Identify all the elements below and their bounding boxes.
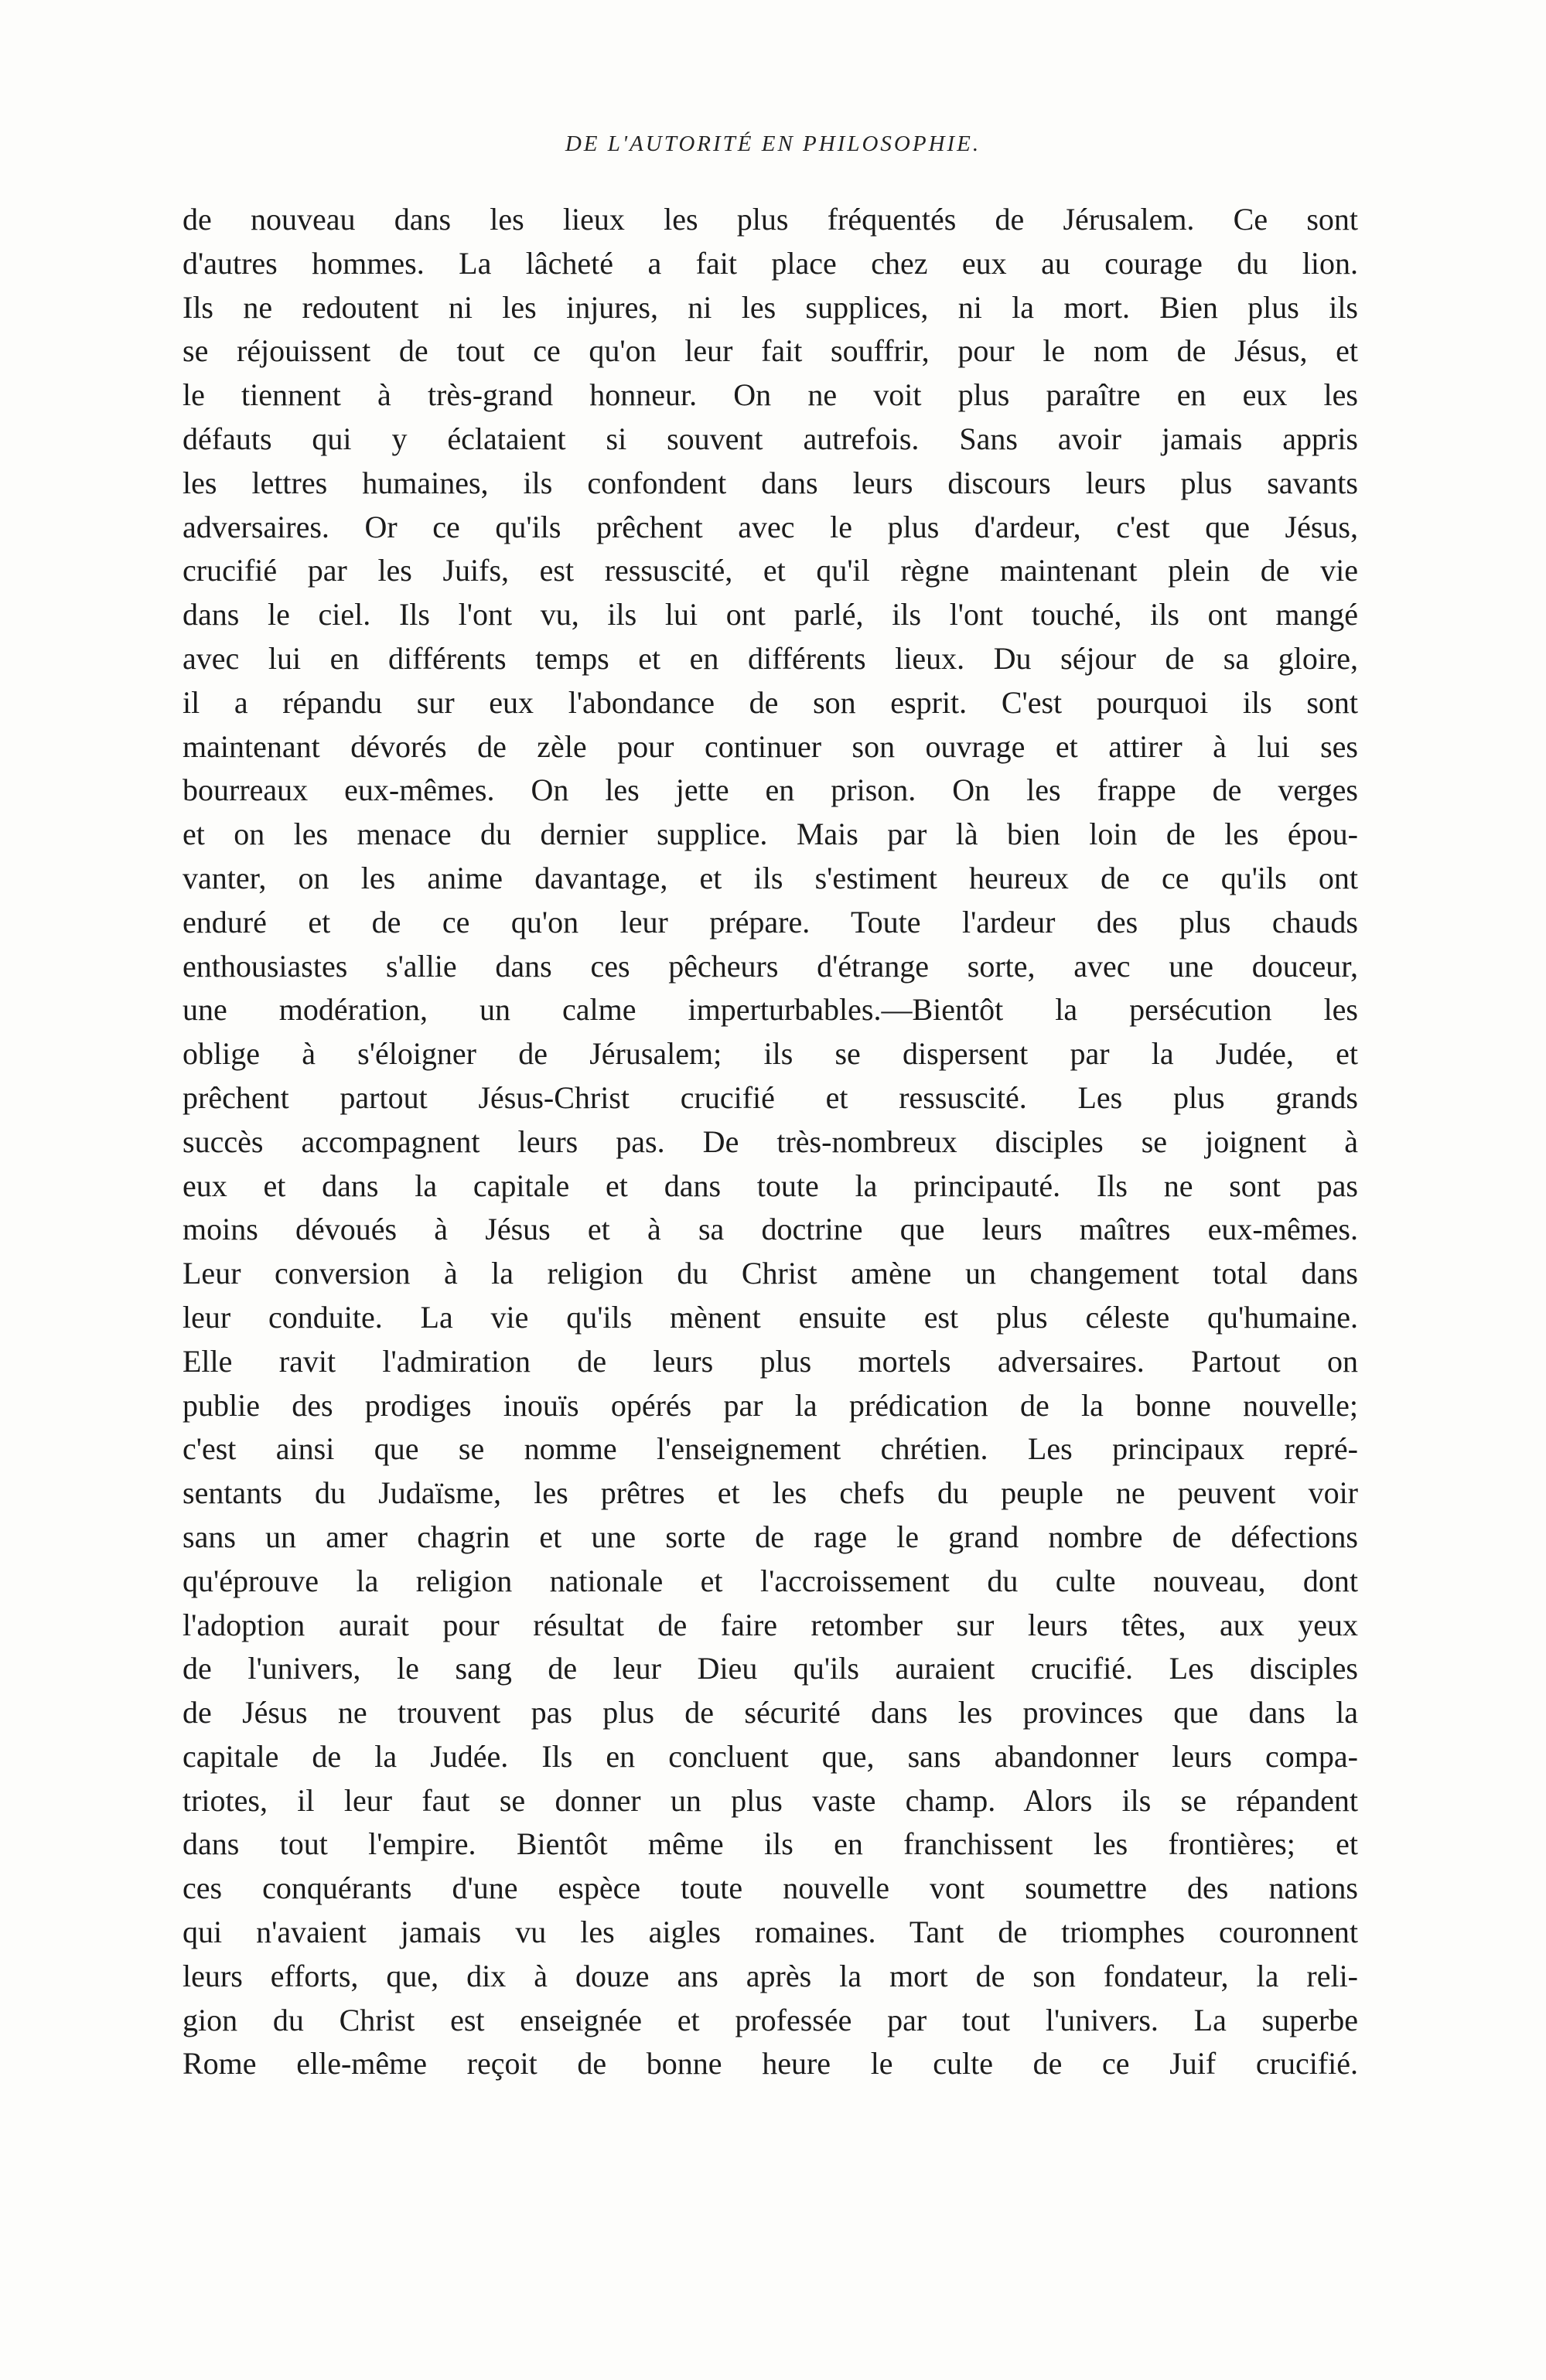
text-line: les lettres humaines, ils confondent dans leurs discours leurs plus savants <box>183 465 1358 500</box>
text-line: prêchent partout Jésus-Christ crucifié et ressuscité. Les plus grands <box>183 1079 1358 1115</box>
text-line: l'adoption aurait pour résultat de faire retomber sur leurs têtes, aux yeux <box>183 1607 1358 1642</box>
text-line: Ils ne redoutent ni les injures, ni les supplices, ni la mort. Bien plus ils <box>183 289 1358 325</box>
text-line: de nouveau dans les lieux les plus fréquentés de Jérusalem. Ce sont <box>183 202 1358 237</box>
text-line: il a répandu sur eux l'abondance de son esprit. C'est pourquoi ils sont <box>183 684 1358 720</box>
text-line: publie des prodiges inouïs opérés par la prédication de la bonne nouvelle; <box>183 1387 1358 1423</box>
text-line: capitale de la Judée. Ils en concluent que, sans abandonner leurs compa- <box>183 1738 1358 1774</box>
text-line: défauts qui y éclataient si souvent autrefois. Sans avoir jamais appris <box>183 421 1358 456</box>
text-line: Rome elle-même reçoit de bonne heure le culte de ce Juif crucifié. <box>183 2046 1358 2082</box>
text-line: se réjouissent de tout ce qu'on leur fait souffrir, pour le nom de Jésus, et <box>183 333 1358 369</box>
text-line: adversaires. Or ce qu'ils prêchent avec le plus d'ardeur, c'est que Jésus, <box>183 509 1358 544</box>
text-line: enduré et de ce qu'on leur prépare. Toute l'ardeur des plus chauds <box>183 904 1358 939</box>
text-line: ces conquérants d'une espèce toute nouvelle vont soumettre des nations <box>183 1870 1358 1906</box>
text-line: leur conduite. La vie qu'ils mènent ensuite est plus céleste qu'humaine. <box>183 1299 1358 1335</box>
text-line: maintenant dévorés de zèle pour continuer son ouvrage et attirer à lui ses <box>183 728 1358 764</box>
running-head: DE L'AUTORITÉ EN PHILOSOPHIE. <box>565 131 981 156</box>
text-line: qu'éprouve la religion nationale et l'accroissement du culte nouveau, dont <box>183 1563 1358 1598</box>
text-line: bourreaux eux-mêmes. On les jette en prison. On les frappe de verges <box>183 772 1358 808</box>
body-text <box>183 198 1358 2086</box>
text-line: sans un amer chagrin et une sorte de rage le grand nombre de défections <box>183 1519 1358 1554</box>
text-line: Elle ravit l'admiration de leurs plus mortels adversaires. Partout on <box>183 1343 1358 1379</box>
text-line: dans tout l'empire. Bientôt même ils en franchissent les frontières; et <box>183 1826 1358 1862</box>
text-line: gion du Christ est enseignée et professée par tout l'univers. La superbe <box>183 2002 1358 2037</box>
text-line: qui n'avaient jamais vu les aigles romaines. Tant de triomphes couronnent <box>183 1915 1358 1950</box>
text-line: enthousiastes s'allie dans ces pêcheurs d'étrange sorte, avec une douceur, <box>183 948 1358 984</box>
text-line: triotes, il leur faut se donner un plus vaste champ. Alors ils se répandent <box>183 1782 1358 1818</box>
text-line: avec lui en différents temps et en différents lieux. Du séjour de sa gloire, <box>183 640 1358 676</box>
text-line: crucifié par les Juifs, est ressuscité, et qu'il règne maintenant plein de vie <box>183 553 1358 588</box>
text-line: sentants du Judaïsme, les prêtres et les chefs du peuple ne peuvent voir <box>183 1475 1358 1511</box>
text-line: succès accompagnent leurs pas. De très-nombreux disciples se joignent à <box>183 1124 1358 1159</box>
text-line: et on les menace du dernier supplice. Mais par là bien loin de les épou- <box>183 817 1358 852</box>
text-line: une modération, un calme imperturbables.—Bientôt la persécution les <box>183 992 1358 1028</box>
text-line: de l'univers, le sang de leur Dieu qu'ils auraient crucifié. Les disciples <box>183 1651 1358 1686</box>
text-line: d'autres hommes. La lâcheté a fait place chez eux au courage du lion. <box>183 245 1358 281</box>
text-line: Leur conversion à la religion du Christ amène un changement total dans <box>183 1256 1358 1291</box>
text-line: leurs efforts, que, dix à douze ans après la mort de son fondateur, la reli- <box>183 1958 1358 1993</box>
text-line: vanter, on les anime davantage, et ils s'estiment heureux de ce qu'ils ont <box>183 860 1358 895</box>
text-line: le tiennent à très-grand honneur. On ne voit plus paraître en eux les <box>183 377 1358 413</box>
text-line: oblige à s'éloigner de Jérusalem; ils se dispersent par la Judée, et <box>183 1036 1358 1072</box>
text-line: de Jésus ne trouvent pas plus de sécurité dans les provinces que dans la <box>183 1695 1358 1730</box>
text-line: eux et dans la capitale et dans toute la principauté. Ils ne sont pas <box>183 1168 1358 1203</box>
text-line: c'est ainsi que se nomme l'enseignement chrétien. Les principaux repré- <box>183 1431 1358 1467</box>
text-line: dans le ciel. Ils l'ont vu, ils lui ont parlé, ils l'ont touché, ils ont mangé <box>183 597 1358 633</box>
text-line: moins dévoués à Jésus et à sa doctrine que leurs maîtres eux-mêmes. <box>183 1212 1358 1247</box>
